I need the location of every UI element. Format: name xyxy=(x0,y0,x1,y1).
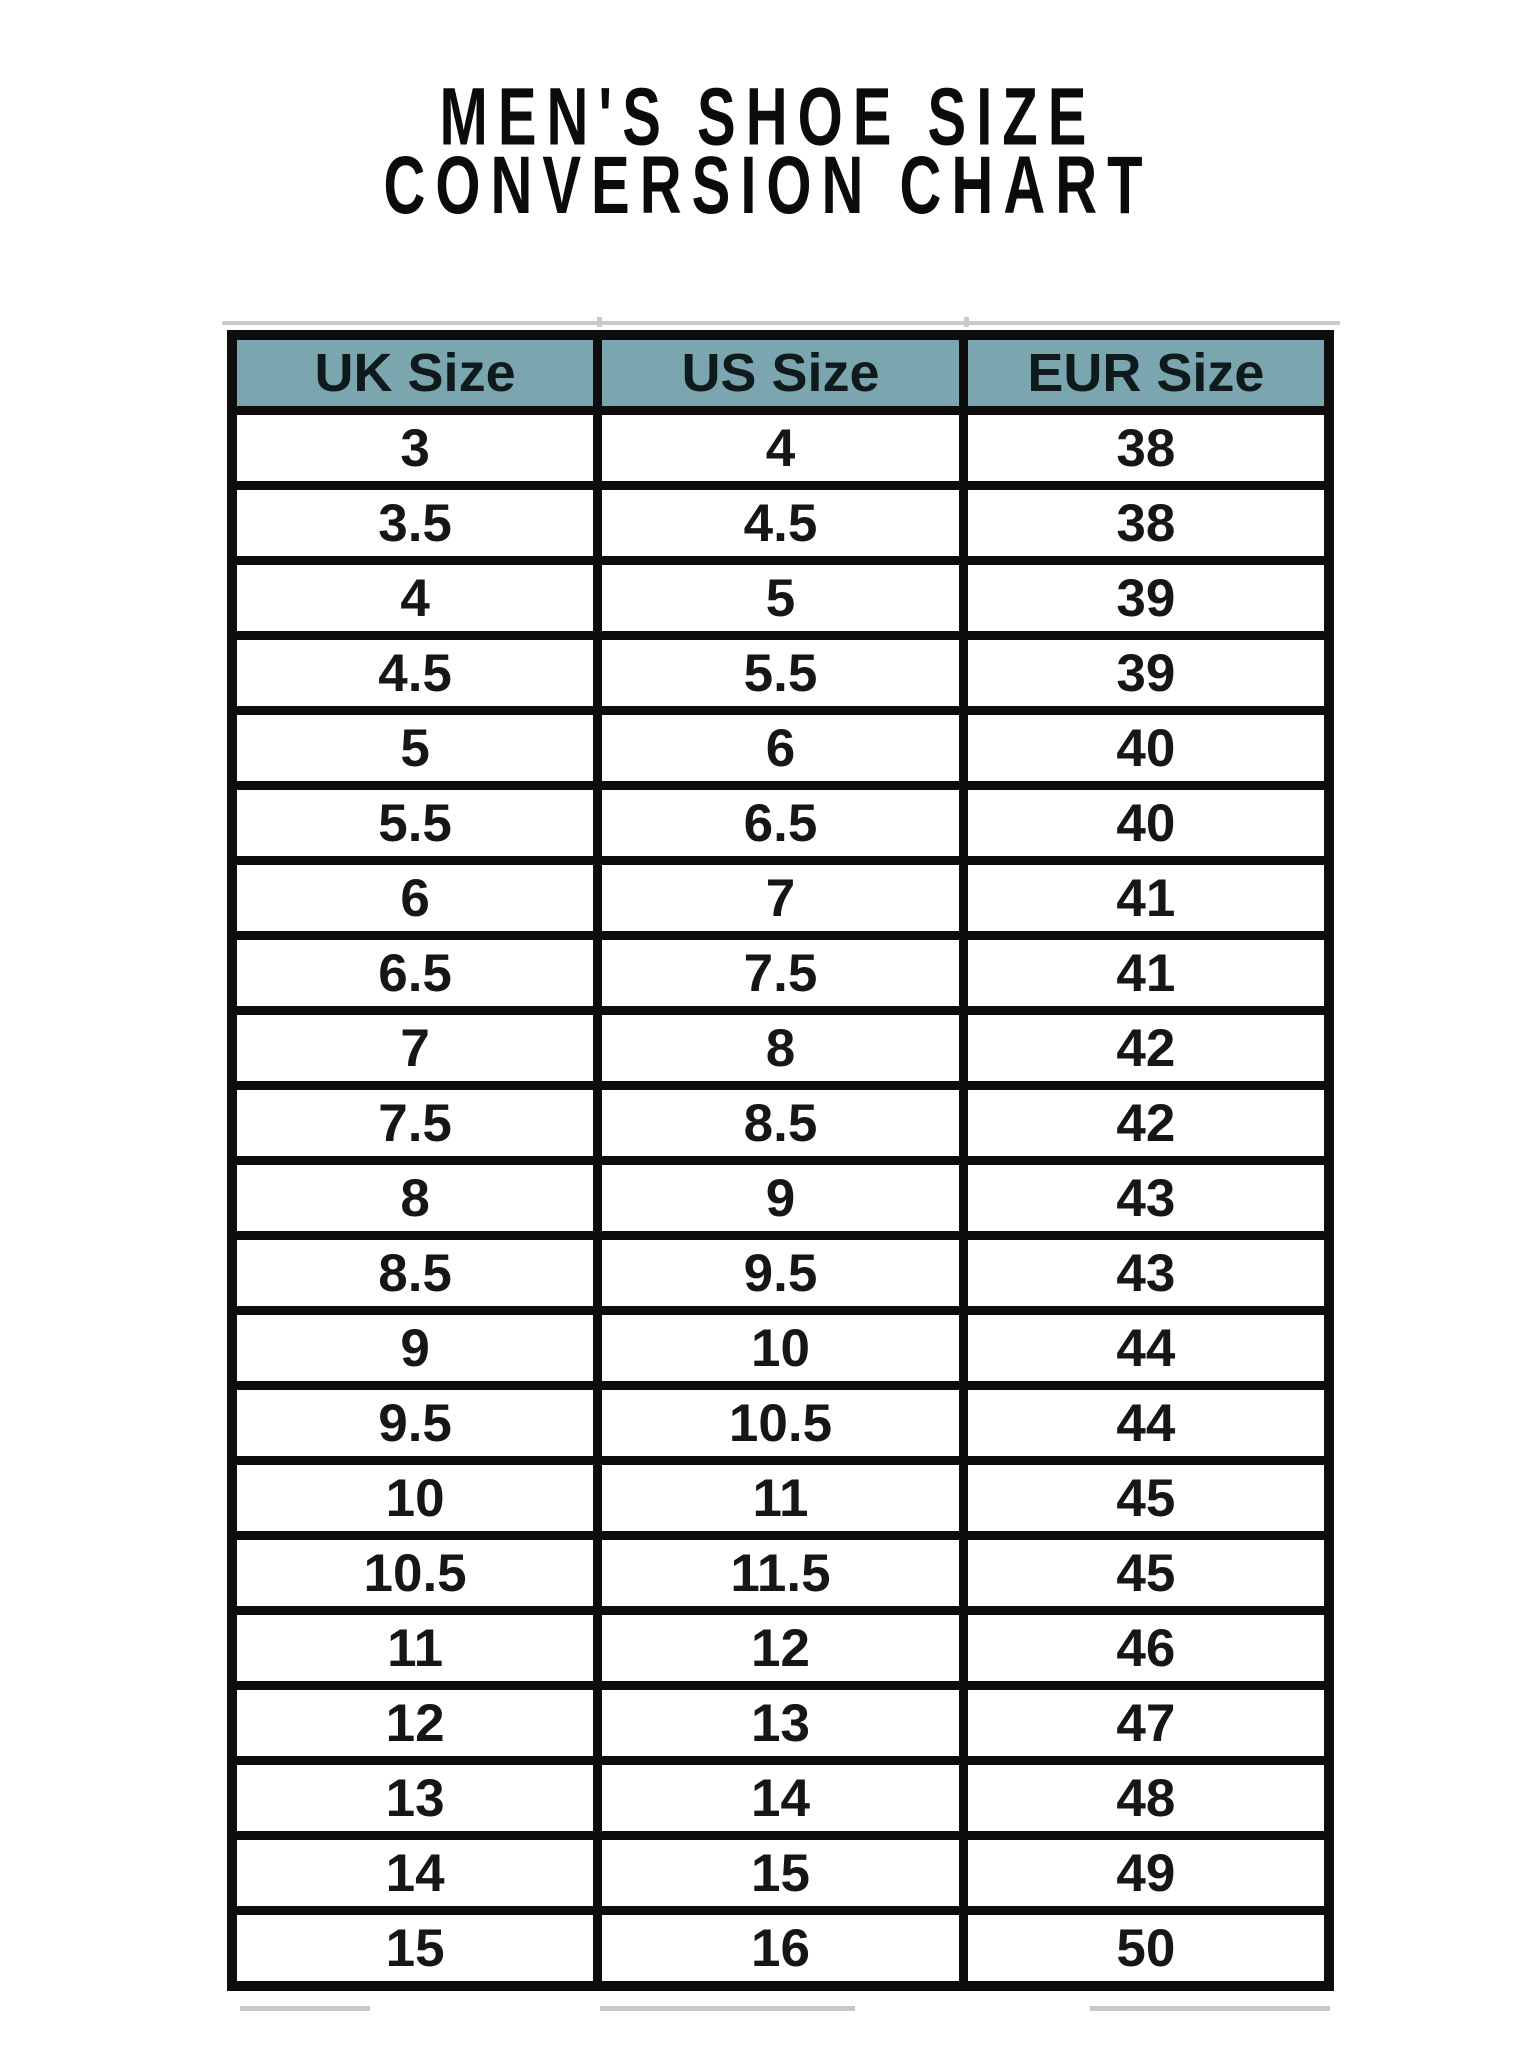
us-size-cell: 7 xyxy=(598,861,964,936)
eur-size-cell: 38 xyxy=(963,411,1329,486)
eur-size-cell: 39 xyxy=(963,636,1329,711)
table-row xyxy=(232,1611,1329,1686)
uk-size-cell: 10.5 xyxy=(232,1536,598,1611)
page-title xyxy=(0,71,1536,232)
uk-size-cell: 7.5 xyxy=(232,1086,598,1161)
uk-size-cell: 9.5 xyxy=(232,1386,598,1461)
scan-artifact-line xyxy=(222,321,1340,325)
title-line-2: CONVERSION CHART xyxy=(383,140,1153,232)
us-size-cell: 10 xyxy=(598,1311,964,1386)
us-size-cell: 12 xyxy=(598,1611,964,1686)
title-line-1: MEN'S SHOE SIZE xyxy=(439,71,1097,163)
table-row xyxy=(232,1386,1329,1461)
us-size-cell: 11 xyxy=(598,1461,964,1536)
uk-size-cell: 11 xyxy=(232,1611,598,1686)
table-row xyxy=(232,711,1329,786)
eur-size-cell: 47 xyxy=(963,1686,1329,1761)
scan-artifact-line xyxy=(600,2006,855,2011)
table-row xyxy=(232,636,1329,711)
eur-size-cell: 40 xyxy=(963,711,1329,786)
uk-size-cell: 4.5 xyxy=(232,636,598,711)
us-size-cell: 10.5 xyxy=(598,1386,964,1461)
eur-size-cell: 48 xyxy=(963,1761,1329,1836)
uk-size-cell: 4 xyxy=(232,561,598,636)
scan-artifact-tick xyxy=(597,317,602,327)
scan-artifact-line xyxy=(1090,2006,1330,2011)
eur-size-cell: 44 xyxy=(963,1311,1329,1386)
table-row xyxy=(232,861,1329,936)
us-size-cell: 13 xyxy=(598,1686,964,1761)
eur-size-cell: 40 xyxy=(963,786,1329,861)
eur-size-cell: 46 xyxy=(963,1611,1329,1686)
eur-size-cell: 41 xyxy=(963,861,1329,936)
table-row xyxy=(232,1911,1329,1987)
uk-size-cell: 8.5 xyxy=(232,1236,598,1311)
scan-artifact-line xyxy=(240,2006,370,2011)
table-row xyxy=(232,1536,1329,1611)
scan-artifact-tick xyxy=(964,317,969,327)
uk-size-cell: 12 xyxy=(232,1686,598,1761)
us-size-cell: 6.5 xyxy=(598,786,964,861)
us-size-cell: 6 xyxy=(598,711,964,786)
uk-size-cell: 14 xyxy=(232,1836,598,1911)
table-row xyxy=(232,1236,1329,1311)
eur-size-cell: 39 xyxy=(963,561,1329,636)
uk-size-cell: 3 xyxy=(232,411,598,486)
table-row xyxy=(232,486,1329,561)
uk-size-cell: 7 xyxy=(232,1011,598,1086)
uk-size-cell: 9 xyxy=(232,1311,598,1386)
us-size-cell: 15 xyxy=(598,1836,964,1911)
eur-size-cell: 45 xyxy=(963,1536,1329,1611)
eur-size-cell: 43 xyxy=(963,1161,1329,1236)
eur-size-cell: 43 xyxy=(963,1236,1329,1311)
eur-size-cell: 41 xyxy=(963,936,1329,1011)
table-row xyxy=(232,1461,1329,1536)
table-row xyxy=(232,1311,1329,1386)
eur-size-cell: 44 xyxy=(963,1386,1329,1461)
table-row xyxy=(232,1686,1329,1761)
us-size-cell: 14 xyxy=(598,1761,964,1836)
us-size-cell: 16 xyxy=(598,1911,964,1987)
table-row xyxy=(232,411,1329,486)
column-header-eur-size: EUR Size xyxy=(963,335,1329,411)
uk-size-cell: 5 xyxy=(232,711,598,786)
uk-size-cell: 3.5 xyxy=(232,486,598,561)
us-size-cell: 5 xyxy=(598,561,964,636)
eur-size-cell: 50 xyxy=(963,1911,1329,1987)
table-row xyxy=(232,936,1329,1011)
uk-size-cell: 8 xyxy=(232,1161,598,1236)
eur-size-cell: 49 xyxy=(963,1836,1329,1911)
uk-size-cell: 15 xyxy=(232,1911,598,1987)
table-row xyxy=(232,1761,1329,1836)
table-row xyxy=(232,786,1329,861)
table-row xyxy=(232,1836,1329,1911)
eur-size-cell: 42 xyxy=(963,1011,1329,1086)
eur-size-cell: 42 xyxy=(963,1086,1329,1161)
uk-size-cell: 13 xyxy=(232,1761,598,1836)
uk-size-cell: 5.5 xyxy=(232,786,598,861)
column-header-uk-size: UK Size xyxy=(232,335,598,411)
eur-size-cell: 45 xyxy=(963,1461,1329,1536)
us-size-cell: 4 xyxy=(598,411,964,486)
us-size-cell: 7.5 xyxy=(598,936,964,1011)
us-size-cell: 4.5 xyxy=(598,486,964,561)
table-row xyxy=(232,1011,1329,1086)
uk-size-cell: 10 xyxy=(232,1461,598,1536)
us-size-cell: 8 xyxy=(598,1011,964,1086)
table-row xyxy=(232,1086,1329,1161)
us-size-cell: 9.5 xyxy=(598,1236,964,1311)
eur-size-cell: 38 xyxy=(963,486,1329,561)
shoe-size-conversion-table xyxy=(227,330,1334,1991)
table-row xyxy=(232,1161,1329,1236)
us-size-cell: 8.5 xyxy=(598,1086,964,1161)
us-size-cell: 11.5 xyxy=(598,1536,964,1611)
us-size-cell: 5.5 xyxy=(598,636,964,711)
uk-size-cell: 6.5 xyxy=(232,936,598,1011)
column-header-us-size: US Size xyxy=(598,335,964,411)
us-size-cell: 9 xyxy=(598,1161,964,1236)
uk-size-cell: 6 xyxy=(232,861,598,936)
table-header-row xyxy=(232,335,1329,411)
table-row xyxy=(232,561,1329,636)
